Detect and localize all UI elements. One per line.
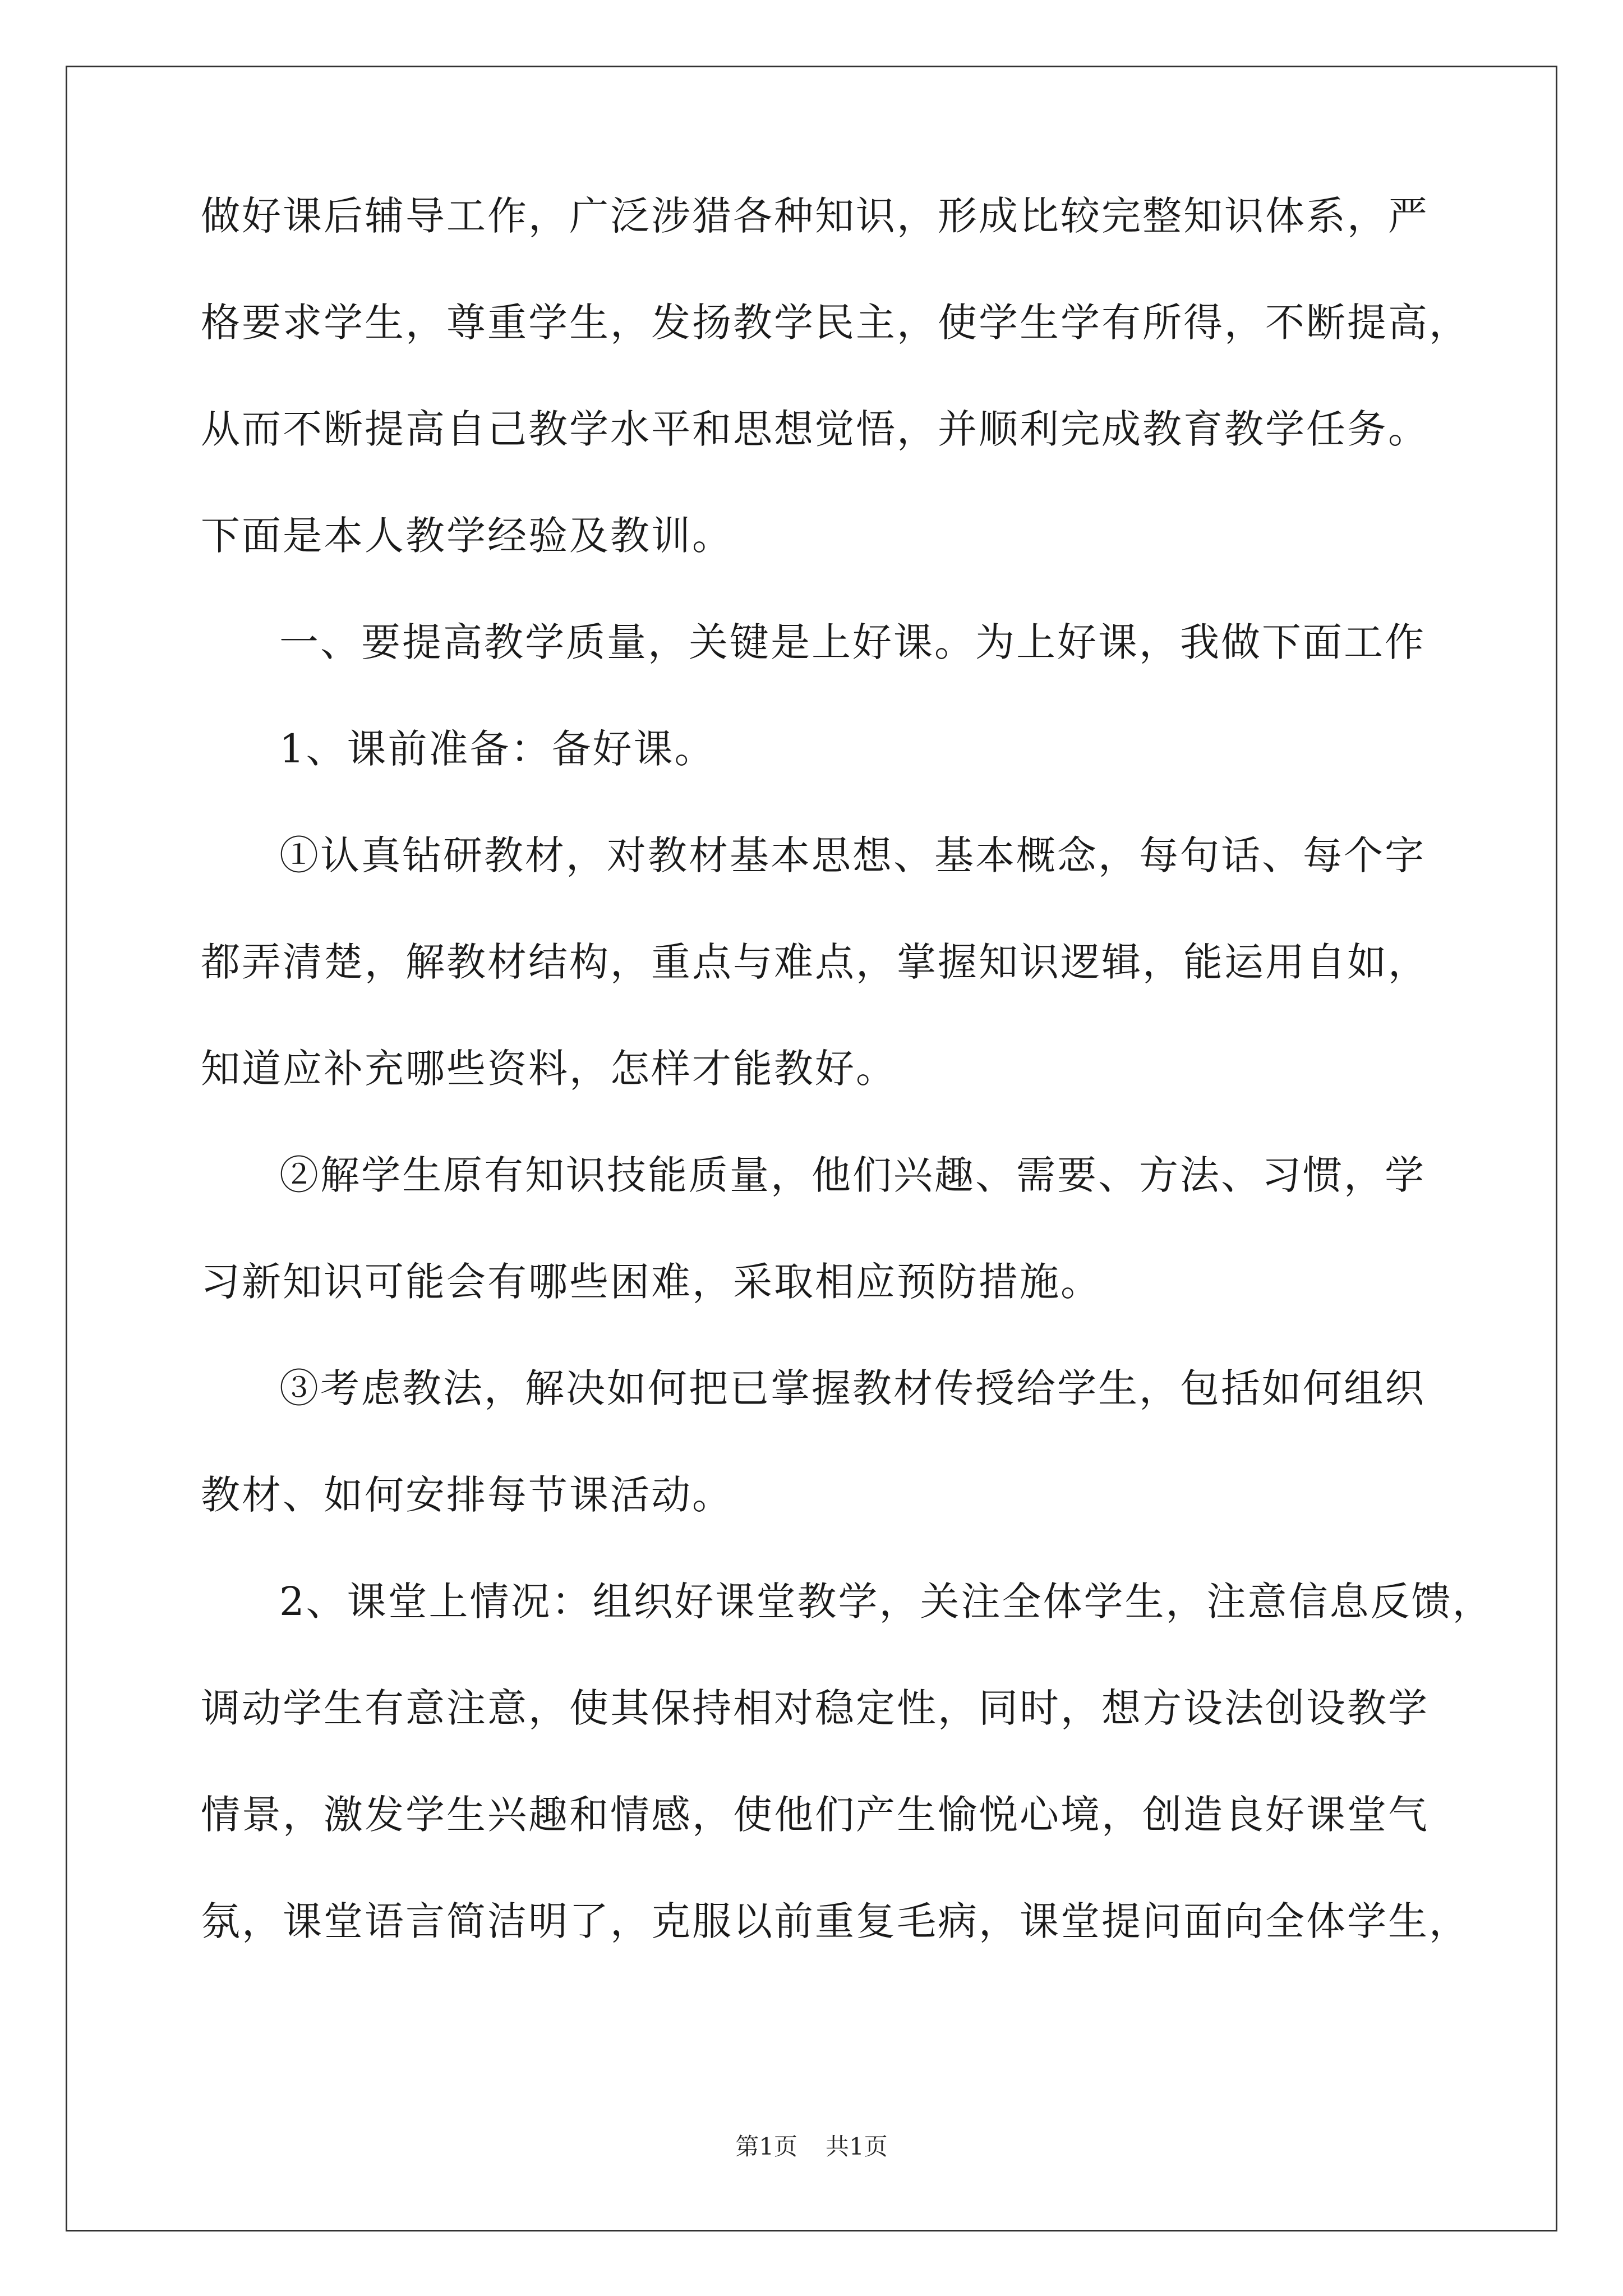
text-line: 从而不断提高自己教学水平和思想觉悟，并顺利完成教育教学任务。 (201, 406, 1429, 452)
text-line: 下面是本人教学经验及教训。 (201, 513, 733, 559)
text-line: 氛，课堂语言简洁明了，克服以前重复毛病，课堂提问面向全体学生， (201, 1898, 1470, 1944)
text-line: 教材、如何安排每节课活动。 (201, 1472, 733, 1518)
page-number: 第1页 (735, 2133, 797, 2160)
subsection-heading: 2、课堂上情况：组织好课堂教学，关注全体学生，注意信息反馈， (279, 1579, 1493, 1625)
text-line: 习新知识可能会有哪些困难，采取相应预防措施。 (201, 1259, 1101, 1305)
text-line: 做好课后辅导工作，广泛涉猎各种知识，形成比较完整知识体系，严 (201, 193, 1429, 239)
text-line: 情景，激发学生兴趣和情感，使他们产生愉悦心境，创造良好课堂气 (201, 1792, 1429, 1838)
page-footer (0, 2130, 1623, 2164)
text-line: ①认真钻研教材，对教材基本思想、基本概念，每句话、每个字 (279, 832, 1426, 878)
text-line: 都弄清楚，解教材结构，重点与难点，掌握知识逻辑，能运用自如， (201, 939, 1429, 985)
text-line: 格要求学生，尊重学生，发扬教学民主，使学生学有所得，不断提高， (201, 300, 1470, 346)
subsection-heading: 1、课前准备：备好课。 (279, 726, 716, 772)
section-heading: 一、要提高教学质量，关键是上好课。为上好课，我做下面工作 (279, 619, 1426, 665)
text-line: 调动学生有意注意，使其保持相对稳定性，同时，想方设法创设教学 (201, 1685, 1429, 1731)
text-line: ②解学生原有知识技能质量，他们兴趣、需要、方法、习惯，学 (279, 1152, 1426, 1198)
page-total: 共1页 (826, 2133, 888, 2160)
text-line: ③考虑教法，解决如何把已掌握教材传授给学生，包括如何组织 (279, 1365, 1426, 1411)
text-line: 知道应补充哪些资料，怎样才能教好。 (201, 1046, 897, 1092)
